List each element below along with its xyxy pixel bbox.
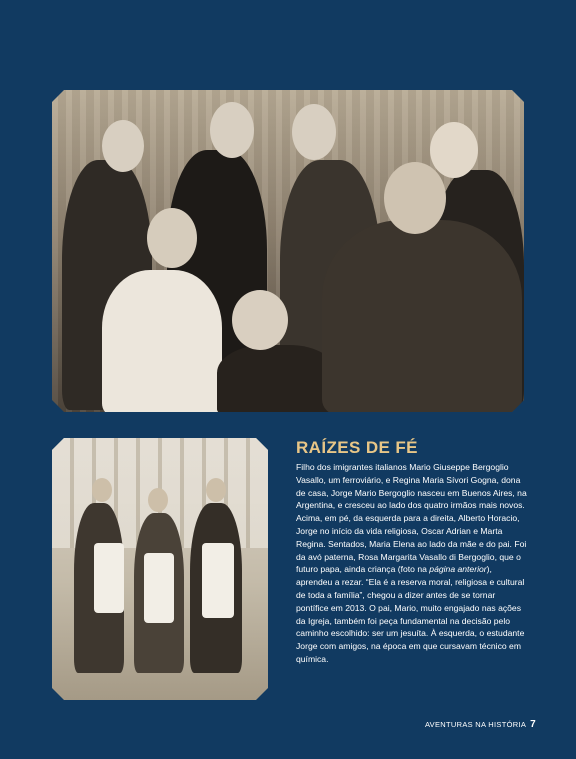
- figure-seated-mother: [217, 345, 337, 412]
- page-number: 7: [530, 719, 536, 730]
- head: [148, 488, 168, 512]
- lab-coat: [202, 543, 234, 618]
- head: [102, 120, 144, 172]
- head: [430, 122, 478, 178]
- head: [92, 478, 112, 502]
- head: [206, 478, 226, 502]
- caption-body-emphasis: página anterior: [429, 564, 487, 575]
- figure-seated-girl: [102, 270, 222, 412]
- lab-coat: [144, 553, 174, 623]
- lab-coat: [94, 543, 124, 613]
- head: [232, 290, 288, 350]
- page-footer: [425, 719, 536, 730]
- head: [210, 102, 254, 158]
- head: [384, 162, 446, 234]
- caption-title: RAÍZES DE FÉ: [296, 438, 418, 457]
- head: [292, 104, 336, 160]
- caption-body-text: ), aprendeu a rezar. “Ela é a reserva moral, religiosa e cultural de toda a família”, chegou a dizer antes de se tornar pontífice em 2013. O pai, Mario, muito engajado nas ações da Igreja, também foi peça fundamental na decisão pelo caminho escolhido: ser um jesuíta. À esquerda, o estudante Jorge com amigos, na época em que cursavam técnico em química.: [296, 564, 525, 664]
- figure-seated-father: [322, 220, 522, 412]
- caption-body: [296, 461, 530, 666]
- caption-body-text: Filho dos imigrantes italianos Mario Giuseppe Bergoglio Vasallo, um ferroviário, e Regina Maria Sívori Gogna, dona de casa, Jorge Mario Bergoglio nasceu em Buenos Aires, na Argentina, e cresceu ao lado dos quatro irmãos mais novos. Acima, em pé, da esquerda para a direita, Alberto Horacio, Jorge no início da vida religiosa, Oscar Adrian e Marta Regina. Sentados, Maria Elena ao lado da mãe e do pai. Foi da avó paterna, Rosa Margarita Vasallo di Bergoglio, que o futuro papa, ainda criança (foto na: [296, 462, 527, 575]
- students-photo: [52, 438, 268, 700]
- family-photo: [52, 90, 524, 412]
- head: [147, 208, 197, 268]
- caption-block: [296, 438, 530, 666]
- publication-name: AVENTURAS NA HISTÓRIA: [424, 720, 527, 729]
